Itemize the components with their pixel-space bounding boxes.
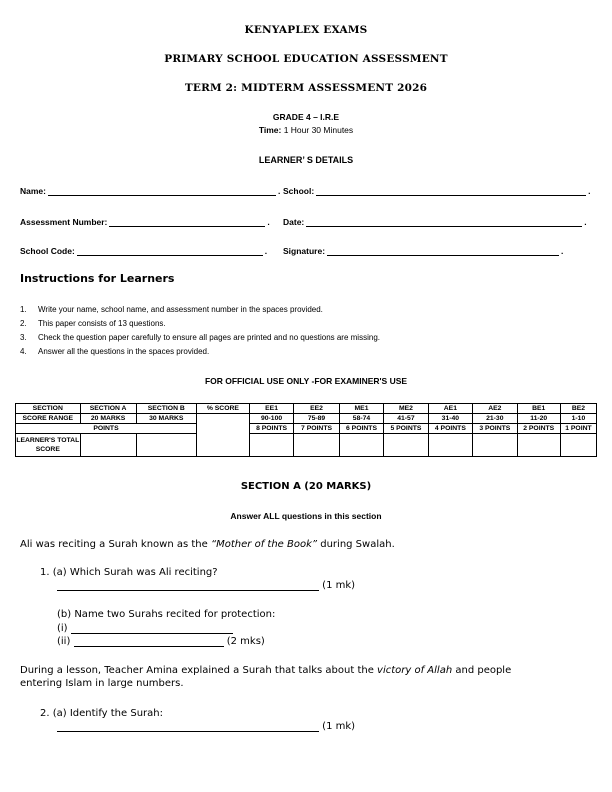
learner-details-heading: LEARNER’ S DETAILS (258, 155, 354, 165)
table-cell: 30 MARKS (136, 414, 196, 424)
name-input-line[interactable] (48, 186, 276, 196)
table-cell: POINTS (16, 424, 197, 434)
name-field[interactable]: Name: . (20, 186, 281, 196)
marks-label: (1 mk) (319, 580, 356, 591)
table-cell[interactable] (384, 434, 428, 457)
signature-label: Signature: (283, 246, 326, 256)
time-value: 1 Hour 30 Minutes (281, 125, 354, 135)
table-cell: BE2 (560, 404, 596, 414)
table-cell: 3 POINTS (473, 424, 517, 434)
table-row (16, 404, 597, 414)
date-input-line[interactable] (306, 217, 582, 227)
table-cell[interactable] (473, 434, 517, 457)
table-cell: 58-74 (339, 414, 383, 424)
table-cell: 6 POINTS (339, 424, 383, 434)
grade-label: GRADE 4 – I.R.E (272, 112, 340, 122)
question-2a: 2. (a) Identify the Surah: (40, 708, 163, 719)
table-cell[interactable] (249, 434, 293, 457)
table-cell (196, 414, 249, 457)
answer-1a[interactable] (57, 580, 355, 591)
table-cell[interactable] (136, 434, 196, 457)
table-cell: ME2 (384, 404, 428, 414)
table-cell: 5 POINTS (384, 424, 428, 434)
answer-line[interactable] (71, 623, 233, 634)
answer-line[interactable] (57, 721, 319, 732)
time-line (0, 125, 612, 135)
table-cell: EE2 (294, 404, 340, 414)
table-cell: 21-30 (473, 414, 517, 424)
school-label: School: (283, 186, 315, 196)
name-label: Name: (20, 186, 46, 196)
table-cell: 90-100 (249, 414, 293, 424)
table-cell: 31-40 (428, 414, 472, 424)
table-cell: SECTION (16, 404, 81, 414)
signature-input-line[interactable] (327, 246, 559, 256)
marks-label: (2 mks) (223, 636, 265, 647)
assessment-title: PRIMARY SCHOOL EDUCATION ASSESSMENT (164, 53, 448, 65)
term-title: TERM 2: MIDTERM ASSESSMENT 2026 (184, 82, 428, 94)
school-code-input-line[interactable] (77, 246, 263, 256)
table-cell: ME1 (339, 404, 383, 414)
table-cell: 1 POINT (560, 424, 596, 434)
date-field[interactable]: Date: . (283, 217, 587, 227)
official-use-heading: FOR OFFICIAL USE ONLY -FOR EXAMINER'S USE (204, 376, 408, 386)
table-cell[interactable] (339, 434, 383, 457)
table-cell: % SCORE (196, 404, 249, 414)
table-row (16, 414, 597, 424)
table-cell: 7 POINTS (294, 424, 340, 434)
section-a-title: SECTION A (20 MARKS) (240, 481, 372, 492)
assessment-number-label: Assessment Number: (20, 217, 108, 227)
instruction-item: 2. This paper consists of 13 questions. (20, 319, 166, 328)
instruction-item: 1. Write your name, school name, and assessment number in the spaces provided. (20, 305, 323, 314)
question-1b: (b) Name two Surahs recited for protection: (57, 609, 276, 620)
table-cell: SCORE RANGE (16, 414, 81, 424)
table-cell: 2 POINTS (517, 424, 560, 434)
answer-line[interactable] (57, 580, 319, 591)
assessment-number-field[interactable]: Assessment Number: . (20, 217, 270, 227)
passage-1: Ali was reciting a Surah known as the “Mother of the Book” during Swalah. (20, 539, 395, 550)
answer-line[interactable] (74, 636, 224, 647)
table-cell[interactable] (517, 434, 560, 457)
table-row (16, 424, 597, 434)
passage-2: During a lesson, Teacher Amina explained a Surah that talks about the victory of Allah and people entering Islam in large numbers. (20, 665, 512, 689)
instruction-item: 4. Answer all the questions in the spaces provided. (20, 347, 210, 356)
table-cell: 11-20 (517, 414, 560, 424)
date-label: Date: (283, 217, 305, 227)
table-cell[interactable] (294, 434, 340, 457)
table-cell[interactable] (428, 434, 472, 457)
table-cell: 1-10 (560, 414, 596, 424)
table-row (16, 434, 597, 457)
school-code-field[interactable]: School Code: . (20, 246, 268, 256)
answer-1b-ii[interactable]: (ii) (2 mks) (57, 636, 265, 647)
answer-2a[interactable] (57, 721, 355, 732)
table-cell[interactable] (560, 434, 596, 457)
answer-1b-i[interactable]: (i) (57, 623, 233, 634)
assessment-number-input-line[interactable] (109, 217, 265, 227)
school-input-line[interactable] (316, 186, 586, 196)
school-code-label: School Code: (20, 246, 75, 256)
school-field[interactable]: School: . (283, 186, 591, 196)
section-a-instruction: Answer ALL questions in this section (230, 511, 382, 521)
table-cell: BE1 (517, 404, 560, 414)
table-cell: LEARNER'S TOTAL SCORE (16, 434, 81, 457)
table-cell: SECTION A (80, 404, 136, 414)
instruction-item: 3. Check the question paper carefully to ensure all pages are printed and no questions are missing. (20, 333, 380, 342)
table-cell: AE2 (473, 404, 517, 414)
question-1a: 1. (a) Which Surah was Ali reciting? (40, 567, 218, 578)
table-cell: 20 MARKS (80, 414, 136, 424)
instructions-title: Instructions for Learners (20, 272, 175, 285)
table-cell: 4 POINTS (428, 424, 472, 434)
table-cell: AE1 (428, 404, 472, 414)
signature-field[interactable]: Signature: . (283, 246, 564, 256)
marks-table (15, 403, 597, 457)
table-cell[interactable] (80, 434, 136, 457)
exam-body-title: KENYAPLEX EXAMS (244, 24, 368, 36)
marks-label: (1 mk) (319, 721, 356, 732)
time-label: Time: (258, 125, 282, 135)
table-cell: 75-89 (294, 414, 340, 424)
table-cell: EE1 (249, 404, 293, 414)
table-cell: 41-57 (384, 414, 428, 424)
table-cell: 8 POINTS (249, 424, 293, 434)
table-cell: SECTION B (136, 404, 196, 414)
